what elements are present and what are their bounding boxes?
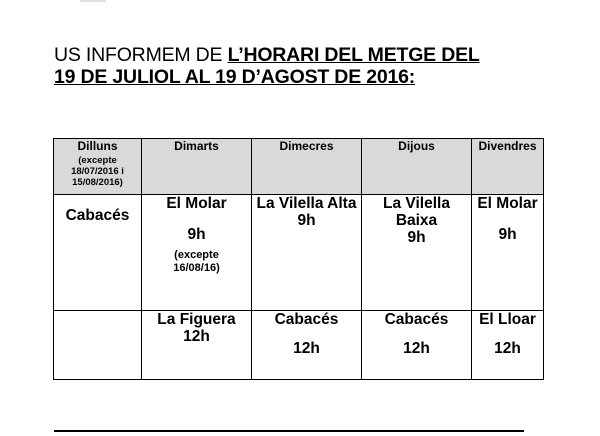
hour-label: 9h <box>498 225 517 243</box>
column-header-tuesday <box>142 139 252 195</box>
table-row <box>54 194 544 310</box>
day-label: Divendres <box>478 139 537 153</box>
heading-highlight-line2: 19 DE JULIOL AL 19 D’AGOST DE 2016: <box>54 66 416 88</box>
place-label: Cabacés <box>65 206 130 224</box>
place-label: El Molar <box>166 194 227 212</box>
notice-heading <box>54 44 574 88</box>
day-label: Dilluns <box>77 139 118 153</box>
exception-note: (excepte 16/08/16) <box>173 248 220 274</box>
place-label: Cabacés <box>274 310 339 328</box>
cell-wednesday-morning <box>252 194 362 310</box>
hour-label: 12h <box>183 327 210 345</box>
cell-friday-morning <box>472 194 544 310</box>
cell-tuesday-morning <box>142 194 252 310</box>
heading-intro: US INFORMEM DE <box>54 44 228 66</box>
place-label: La Vilella Baixa <box>383 194 450 229</box>
table-header-row <box>54 139 544 195</box>
cell-monday-noon <box>54 310 142 379</box>
cell-tuesday-noon <box>142 310 252 379</box>
bottom-divider <box>54 430 524 432</box>
column-header-monday <box>54 139 142 195</box>
cell-friday-noon <box>472 310 544 379</box>
hour-label: 9h <box>407 228 426 246</box>
column-header-thursday <box>362 139 472 195</box>
cell-thursday-morning <box>362 194 472 310</box>
hour-label: 12h <box>293 339 320 357</box>
hour-label: 9h <box>187 225 206 243</box>
day-label: Dimarts <box>174 139 219 153</box>
cell-thursday-noon <box>362 310 472 379</box>
column-header-wednesday <box>252 139 362 195</box>
place-label: El Molar <box>477 194 538 212</box>
heading-highlight-line1: L’HORARI DEL METGE DEL <box>227 44 480 66</box>
column-header-friday <box>472 139 544 195</box>
hour-label: 12h <box>494 339 521 357</box>
place-label: La Vilella Alta <box>256 194 357 212</box>
day-label: Dijous <box>398 139 435 153</box>
hour-label: 9h <box>297 211 316 229</box>
hour-label: 12h <box>403 339 430 357</box>
cell-wednesday-noon <box>252 310 362 379</box>
place-label: La Figuera <box>157 310 236 328</box>
day-note: (excepte 18/07/2016 i 15/08/2016) <box>71 155 124 188</box>
day-label: Dimecres <box>279 139 334 153</box>
schedule-table <box>53 138 544 380</box>
cell-monday-morning <box>54 194 142 310</box>
place-label: Cabacés <box>384 310 449 328</box>
table-row <box>54 310 544 379</box>
place-label: El Lloar <box>479 310 536 328</box>
top-edge-mark <box>80 0 106 2</box>
